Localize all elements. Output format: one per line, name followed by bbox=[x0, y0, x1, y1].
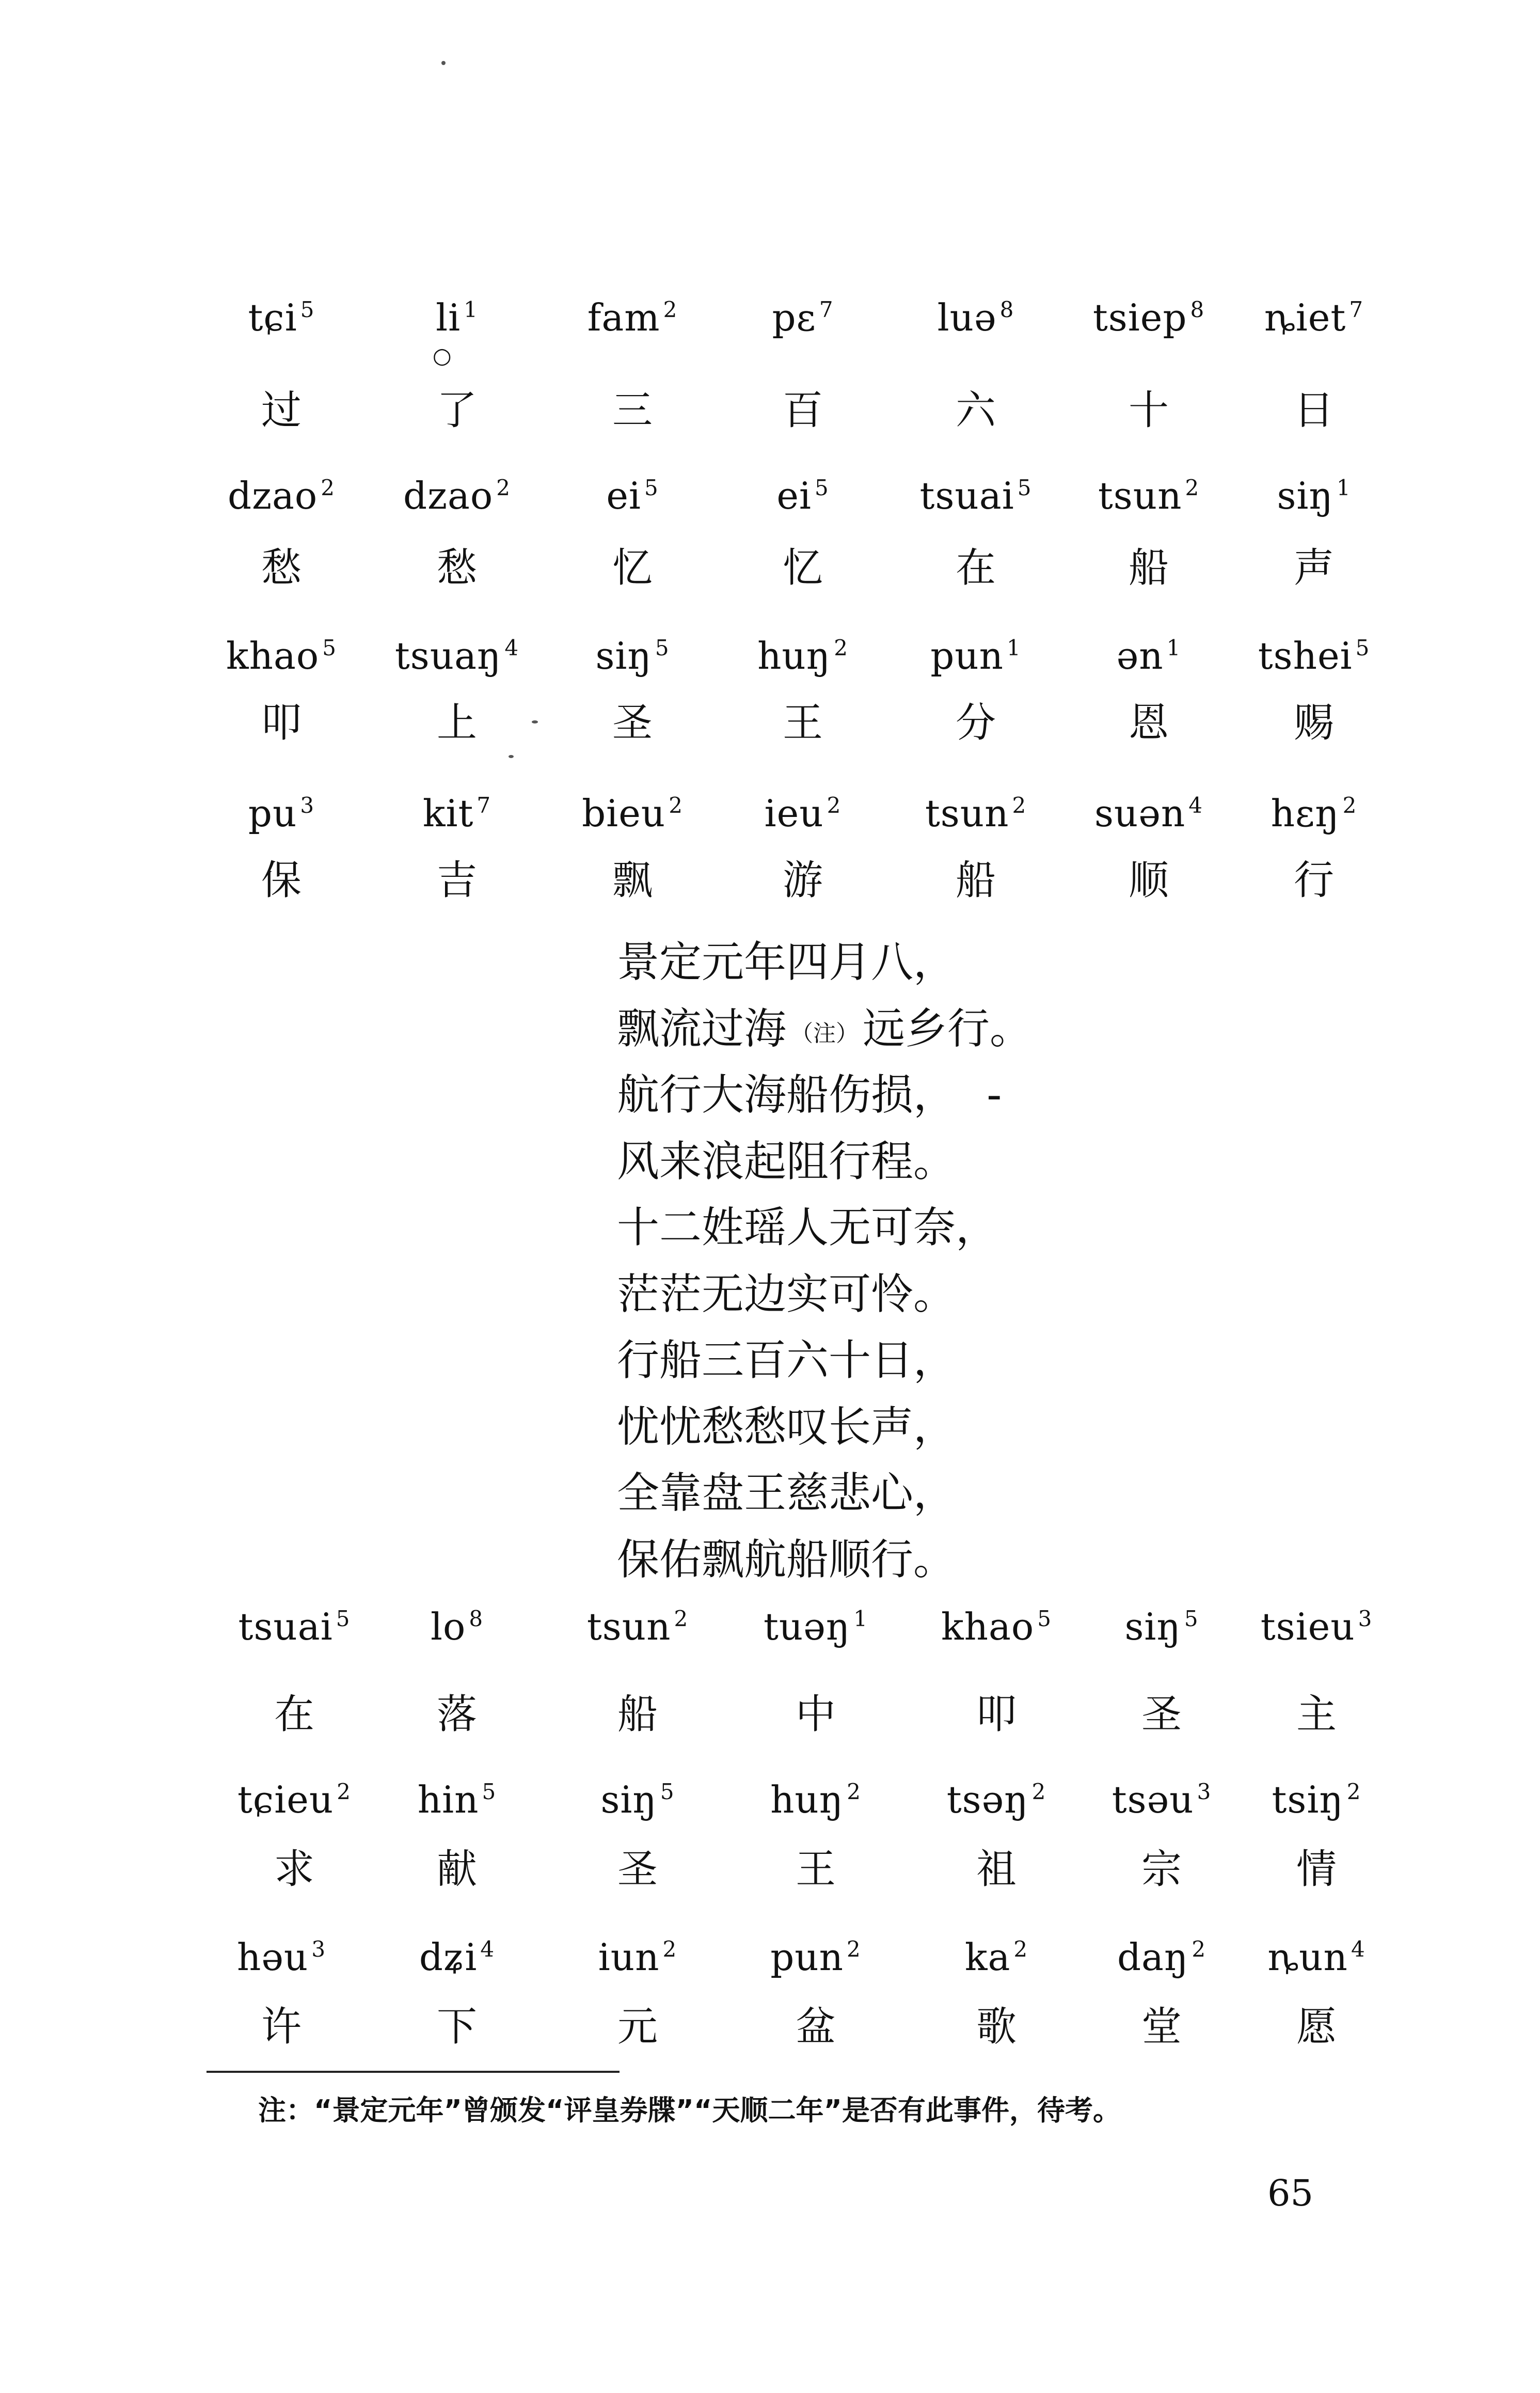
syllable: pu $^3$ bbox=[248, 792, 315, 835]
hanzi-char: 忆 bbox=[612, 545, 653, 591]
hanzi-char: 三 bbox=[612, 387, 653, 434]
syllable: khao $^5$ bbox=[226, 634, 337, 678]
syllable: ei $^5$ bbox=[776, 474, 829, 517]
hanzi-char: 赐 bbox=[1293, 700, 1334, 746]
hanzi-char: 盆 bbox=[795, 2004, 836, 2050]
syllable: tɕieu $^2$ bbox=[237, 1778, 351, 1821]
scan-speck bbox=[532, 720, 538, 723]
hanzi-char: 六 bbox=[955, 387, 996, 434]
syllable: huŋ $^2$ bbox=[770, 1778, 861, 1821]
hanzi-char: 献 bbox=[436, 1846, 477, 1893]
poem-line: 景定元年四月八， bbox=[617, 938, 956, 987]
syllable: bieu $^2$ bbox=[582, 792, 683, 835]
syllable: tsiep $^8$ bbox=[1092, 296, 1205, 339]
syllable: huŋ $^2$ bbox=[757, 634, 848, 678]
hanzi-char: 在 bbox=[274, 1691, 314, 1738]
ring-mark: ○ bbox=[433, 343, 452, 368]
syllable: luə $^8$ bbox=[937, 296, 1014, 339]
syllable: lo $^8$ bbox=[430, 1605, 484, 1648]
poem-line: 风来浪起阻行程。 bbox=[617, 1137, 956, 1186]
syllable: fam $^2$ bbox=[587, 296, 678, 339]
hanzi-char: 过 bbox=[261, 387, 301, 434]
footnote: 注：“景定元年”曾颁发“评皇券牒”“天顺二年”是否有此事件，待考。 bbox=[258, 2094, 1121, 2127]
hanzi-char: 恩 bbox=[1128, 700, 1169, 746]
hanzi-char: 堂 bbox=[1141, 2004, 1182, 2050]
hanzi-char: 中 bbox=[795, 1691, 836, 1738]
syllable: tsəŋ $^2$ bbox=[946, 1778, 1046, 1821]
hanzi-char: 游 bbox=[782, 857, 823, 904]
poem-line: 保佑飘航船顺行。 bbox=[617, 1535, 956, 1584]
syllable: suən $^4$ bbox=[1094, 792, 1203, 835]
hanzi-char: 日 bbox=[1293, 387, 1334, 434]
syllable: siŋ $^1$ bbox=[1277, 474, 1351, 517]
syllable: tsieu $^3$ bbox=[1260, 1605, 1373, 1648]
hanzi-char: 叩 bbox=[976, 1691, 1017, 1738]
page-number: 65 bbox=[1267, 2172, 1314, 2214]
hanzi-char: 叩 bbox=[261, 700, 301, 746]
syllable: tsun $^2$ bbox=[925, 792, 1027, 835]
syllable: tshei $^5$ bbox=[1258, 634, 1370, 678]
syllable: tsəu $^3$ bbox=[1112, 1778, 1212, 1821]
syllable: ȵiet $^7$ bbox=[1264, 296, 1364, 339]
syllable: tɕi $^5$ bbox=[248, 296, 315, 339]
syllable: ieu $^2$ bbox=[764, 792, 842, 835]
hanzi-char: 主 bbox=[1296, 1691, 1337, 1738]
syllable: li $^1$ bbox=[436, 296, 478, 339]
poem-line: 全靠盘王慈悲心， bbox=[617, 1469, 956, 1518]
poem-line: 十二姓瑶人无可奈， bbox=[617, 1203, 998, 1252]
syllable: tuəŋ $^1$ bbox=[763, 1605, 868, 1648]
syllable: daŋ $^2$ bbox=[1117, 1935, 1206, 1979]
hanzi-char: 愁 bbox=[261, 545, 301, 591]
stray-mark: - bbox=[987, 1070, 1002, 1120]
hanzi-char: 下 bbox=[436, 2004, 477, 2050]
syllable: kit $^7$ bbox=[422, 792, 491, 835]
hanzi-char: 船 bbox=[1128, 545, 1169, 591]
hanzi-char: 忆 bbox=[782, 545, 823, 591]
hanzi-char: 顺 bbox=[1128, 857, 1169, 904]
syllable: ei $^5$ bbox=[606, 474, 659, 517]
poem-line-text: 航行大海船伤损， bbox=[617, 1070, 956, 1120]
poem-line bbox=[617, 996, 1340, 1063]
hanzi-char: 吉 bbox=[436, 857, 477, 904]
syllable: dzao $^2$ bbox=[403, 474, 511, 517]
syllable: tsiŋ $^2$ bbox=[1272, 1778, 1361, 1821]
syllable: ȵun $^4$ bbox=[1267, 1935, 1366, 1979]
hanzi-char: 歌 bbox=[976, 2004, 1017, 2050]
hanzi-char: 愿 bbox=[1296, 2004, 1337, 2050]
scan-speck bbox=[509, 755, 514, 758]
hanzi-char: 分 bbox=[955, 700, 996, 746]
syllable: tsuaŋ $^4$ bbox=[394, 634, 519, 678]
hanzi-char: 圣 bbox=[612, 700, 653, 746]
hanzi-char: 情 bbox=[1296, 1846, 1337, 1893]
poem-line: 茫茫无边实可怜。 bbox=[617, 1269, 956, 1319]
hanzi-char: 行 bbox=[1293, 857, 1334, 904]
syllable: pun $^1$ bbox=[930, 634, 1021, 678]
hanzi-char: 上 bbox=[436, 700, 477, 746]
syllable: tsuai $^5$ bbox=[238, 1605, 351, 1648]
poem-line-text: 飘流过海 bbox=[617, 1004, 787, 1053]
hanzi-char: 求 bbox=[274, 1846, 314, 1893]
syllable: dzao $^2$ bbox=[227, 474, 336, 517]
poem-line: 行船三百六十日， bbox=[617, 1336, 956, 1385]
note-reference: （注） bbox=[790, 1020, 859, 1047]
syllable: iun $^2$ bbox=[598, 1935, 677, 1979]
hanzi-char: 飘 bbox=[612, 857, 653, 904]
hanzi-char: 圣 bbox=[1141, 1691, 1182, 1738]
syllable: pun $^2$ bbox=[770, 1935, 861, 1979]
poem-line bbox=[617, 1062, 1340, 1129]
syllable: khao $^5$ bbox=[941, 1605, 1052, 1648]
hanzi-char: 声 bbox=[1293, 545, 1334, 591]
poem-line: 忧忧愁愁叹长声， bbox=[617, 1402, 956, 1452]
hanzi-char: 许 bbox=[261, 2004, 301, 2050]
syllable: siŋ $^5$ bbox=[600, 1778, 675, 1821]
syllable: tsun $^2$ bbox=[1098, 474, 1200, 517]
hanzi-char: 落 bbox=[436, 1691, 477, 1738]
syllable: ən $^1$ bbox=[1116, 634, 1181, 678]
syllable: həu $^3$ bbox=[236, 1935, 326, 1979]
poem-line-text: 远乡行。 bbox=[863, 1004, 1033, 1053]
syllable: siŋ $^5$ bbox=[595, 634, 670, 678]
hanzi-char: 百 bbox=[782, 387, 823, 434]
scan-speck bbox=[441, 61, 446, 65]
hanzi-char: 王 bbox=[782, 700, 823, 746]
syllable: tsuai $^5$ bbox=[919, 474, 1032, 517]
hanzi-char: 船 bbox=[617, 1691, 658, 1738]
poem-translation bbox=[617, 930, 1340, 1593]
syllable: hin $^5$ bbox=[417, 1778, 497, 1821]
hanzi-char: 了 bbox=[436, 387, 477, 434]
syllable: hɛŋ $^2$ bbox=[1271, 792, 1357, 835]
hanzi-char: 圣 bbox=[617, 1846, 658, 1893]
hanzi-char: 在 bbox=[955, 545, 996, 591]
hanzi-char: 船 bbox=[955, 857, 996, 904]
hanzi-char: 祖 bbox=[976, 1846, 1017, 1893]
hanzi-char: 十 bbox=[1128, 387, 1169, 434]
hanzi-char: 宗 bbox=[1141, 1846, 1182, 1893]
syllable: tsun $^2$ bbox=[586, 1605, 689, 1648]
hanzi-char: 王 bbox=[795, 1846, 836, 1893]
syllable: pɛ $^7$ bbox=[772, 296, 834, 339]
syllable: dʑi $^4$ bbox=[419, 1935, 495, 1979]
hanzi-char: 愁 bbox=[436, 545, 477, 591]
syllable: siŋ $^5$ bbox=[1124, 1605, 1199, 1648]
hanzi-char: 保 bbox=[261, 857, 301, 904]
footnote-rule bbox=[207, 2071, 620, 2073]
hanzi-char: 元 bbox=[617, 2004, 658, 2050]
syllable: ka $^2$ bbox=[964, 1935, 1028, 1979]
